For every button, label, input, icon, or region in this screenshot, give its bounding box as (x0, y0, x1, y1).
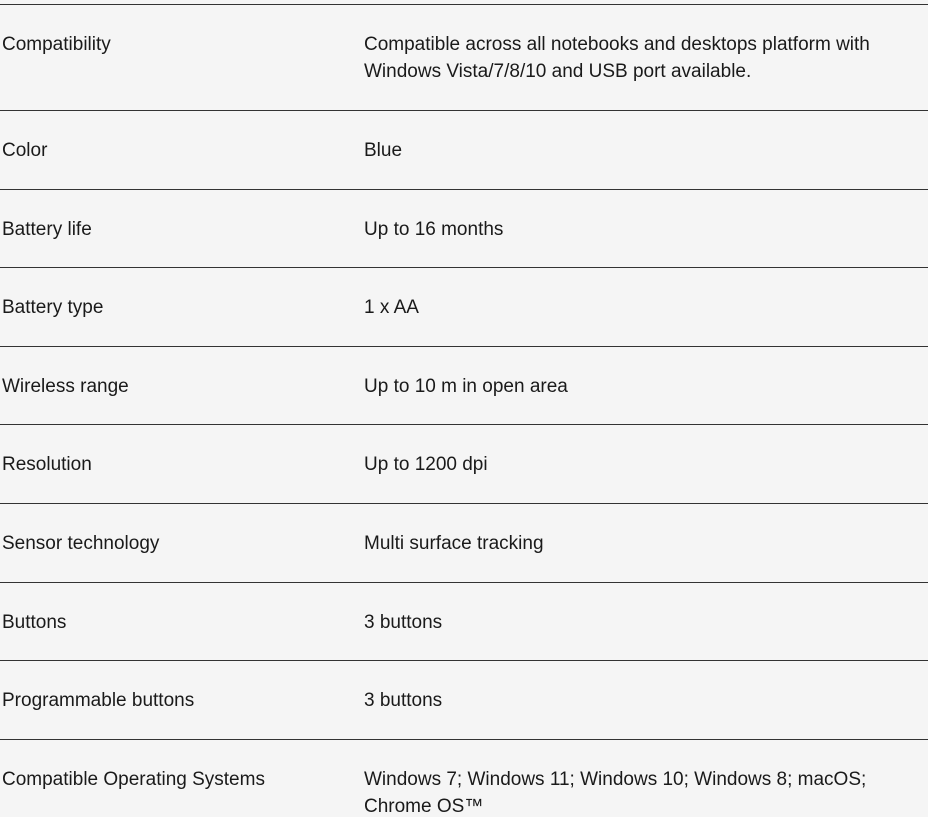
spec-label: Compatibility (2, 34, 111, 55)
spec-value: Multi surface tracking (364, 532, 544, 554)
spec-label: Programmable buttons (2, 690, 195, 712)
spec-value: Up to 1200 dpi (364, 454, 488, 476)
spec-value: Up to 16 months (364, 218, 504, 240)
specifications-table (0, 4, 928, 817)
spec-row-battery-life (0, 190, 928, 269)
spec-row-resolution (0, 425, 928, 504)
spec-value: Windows 7; Windows 11; Windows 10; Windows 8; macOS; Chrome OS™ (364, 768, 867, 817)
spec-label: Sensor technology (2, 532, 160, 554)
spec-row-wireless-range (0, 347, 928, 426)
spec-value: 3 buttons (364, 611, 443, 633)
spec-row-programmable-buttons (0, 661, 928, 740)
spec-label: Buttons (2, 611, 67, 633)
spec-label: Compatible Operating Systems (2, 768, 265, 790)
spec-value: 3 buttons (364, 690, 443, 712)
spec-label: Resolution (2, 454, 92, 476)
spec-row-buttons (0, 583, 928, 662)
spec-label: Battery type (2, 297, 104, 319)
spec-label: Battery life (2, 218, 92, 240)
spec-value: Blue (364, 140, 403, 161)
spec-label: Wireless range (2, 375, 129, 397)
spec-value: 1 x AA (364, 297, 419, 319)
spec-value: Compatible across all notebooks and desktops platform with Windows Vista/7/8/10 and USB port available. (364, 34, 870, 82)
spec-row-sensor-technology (0, 504, 928, 583)
spec-row-color (0, 111, 928, 190)
spec-row-battery-type (0, 268, 928, 347)
spec-value: Up to 10 m in open area (364, 375, 568, 397)
spec-label: Color (2, 140, 48, 161)
spec-row-compatibility (0, 5, 928, 111)
spec-row-compatible-operating-systems (0, 740, 928, 817)
